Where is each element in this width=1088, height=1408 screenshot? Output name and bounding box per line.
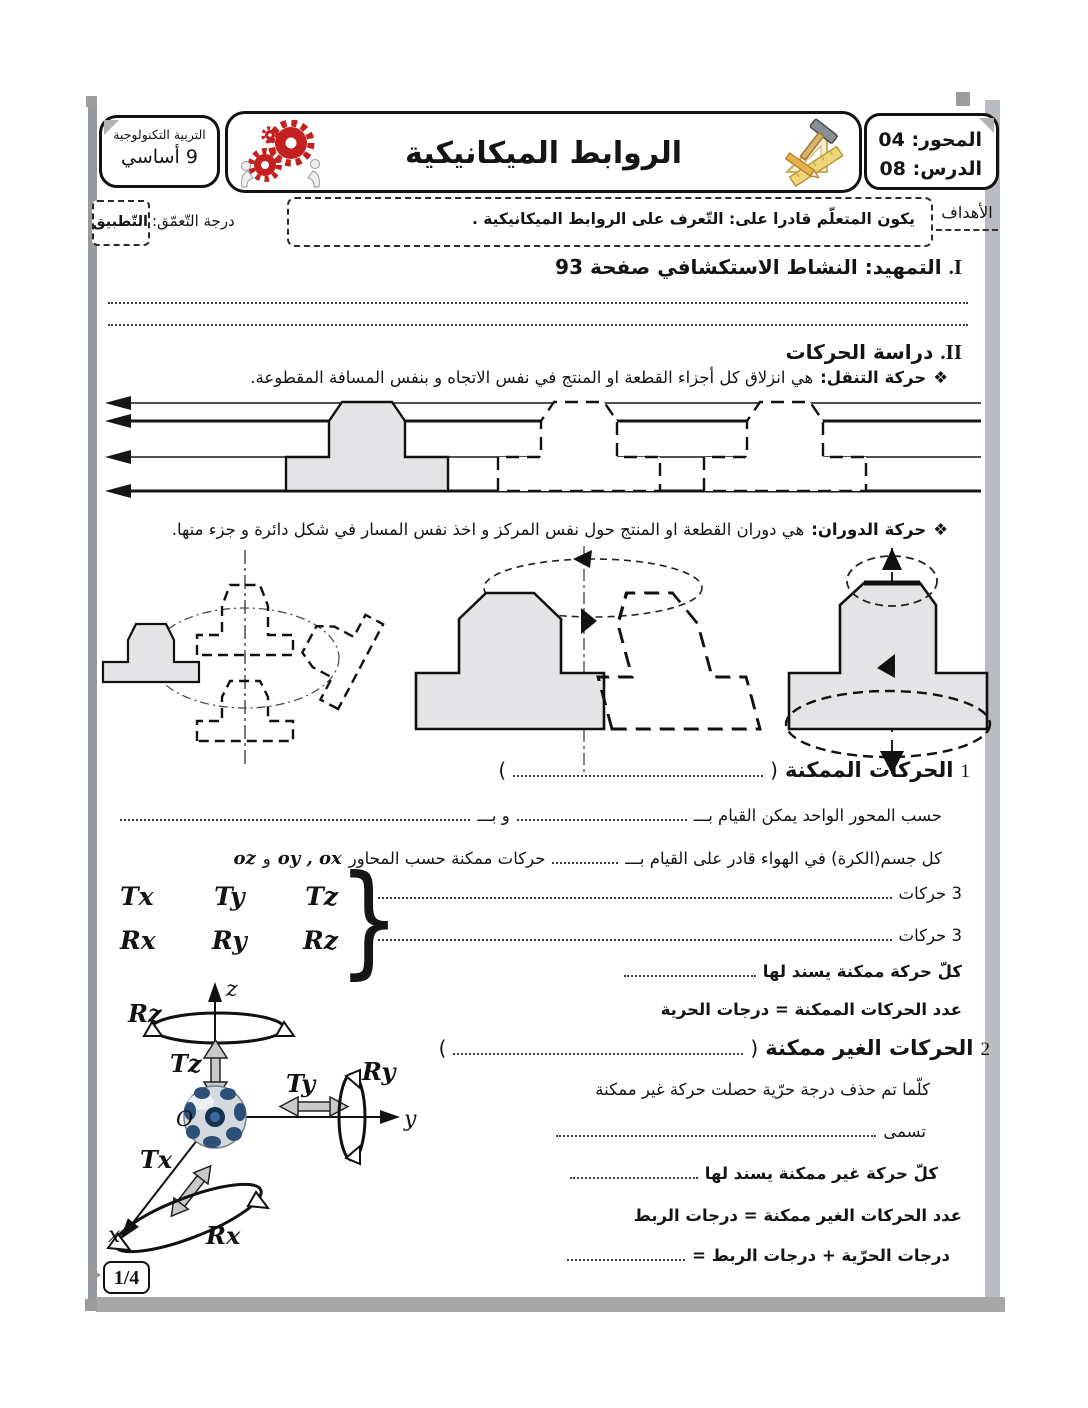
impossible-line-2 [556, 1122, 926, 1141]
translation-term: حركة التنقل: [820, 368, 927, 387]
assign-text: كلّ حركة ممكنة يسند لها [762, 962, 962, 981]
dashed-piece-1 [498, 402, 660, 491]
axes-ox-oy: oy , ox [277, 848, 342, 869]
label-tz: Tz [305, 882, 338, 911]
impossible-equation-line [634, 1206, 962, 1225]
paren-open: ( [750, 1036, 759, 1060]
solid-piece [789, 583, 987, 729]
scan-mark-topleft [86, 96, 97, 107]
header-subject-box [99, 115, 220, 188]
three-moves-line-2 [378, 926, 962, 945]
scan-edge-bottom [96, 1297, 1005, 1312]
line-text: كل جسم(الكرة) في الهواء قادر على القيام بـــ [625, 849, 942, 868]
y-axis-arrow [380, 1110, 400, 1124]
rotation-figure-axis-view [786, 548, 990, 774]
objectives-label: الأهداف [936, 203, 998, 231]
curly-brace: } [338, 849, 401, 991]
ry-label: Ry [362, 1057, 396, 1086]
impossible-assign-line [570, 1164, 938, 1183]
line-text: تسمى [883, 1122, 926, 1141]
impossible-line-1 [595, 1080, 930, 1099]
footer-marker-icon [88, 1266, 101, 1284]
depth-value-box [92, 200, 150, 246]
fold-corner-icon [979, 118, 994, 133]
page-number-badge: 1/4 [103, 1261, 150, 1294]
ry-loop-arrow [346, 1070, 360, 1088]
paren-close: ) [438, 1036, 447, 1060]
rotation-arrow [581, 608, 597, 634]
equation-text: عدد الحركات الغير ممكنة = درجات الربط [633, 1206, 962, 1225]
ty-label: Ty [286, 1069, 316, 1098]
rz-label: Rz [128, 999, 162, 1028]
solid-piece [103, 624, 199, 682]
tx-label: Tx [140, 1145, 173, 1174]
rotations-row [120, 926, 338, 955]
impossible-movements-heading [439, 1036, 990, 1061]
blank-fill [453, 1040, 743, 1055]
moves-count: 3 حركات [898, 926, 962, 945]
answer-line [108, 302, 968, 304]
blank-fill [120, 806, 470, 821]
label-rz: Rz [303, 926, 338, 955]
possible-equation-line [661, 1000, 962, 1019]
assign-text: كلّ حركة غير ممكنة يسند لها [704, 1164, 938, 1183]
origin-label: O [176, 1107, 194, 1131]
blank-fill [567, 1246, 685, 1261]
origin-ball [184, 1086, 246, 1148]
tools-icon [779, 118, 853, 190]
blank-fill [513, 762, 763, 777]
axis-movements-line [120, 806, 942, 825]
lesson-title: الروابط الميكانيكية [405, 136, 682, 171]
equation-text: درجات الحرّية + درجات الربط = [692, 1246, 950, 1265]
tz-label: Tz [170, 1049, 202, 1078]
rotation-figure-top-view [103, 550, 383, 764]
scan-mark-topright [956, 92, 970, 106]
blank-fill [378, 884, 892, 899]
depth-label: درجة التّعمّق: [152, 212, 235, 230]
arrow-heads [105, 396, 131, 498]
blank-fill [517, 806, 687, 821]
subject-label: التربية التكنولوجية [113, 127, 206, 142]
objective-text: يكون المتعلّم قادرا على: التّعرف على الروابط الميكانيكية . [471, 210, 915, 228]
paren-open: ( [770, 758, 778, 782]
answer-line [108, 324, 968, 326]
bullet-icon: ❖ [933, 368, 948, 387]
translation-definition [250, 368, 948, 387]
bullet-icon: ❖ [933, 520, 948, 539]
objectives-box [287, 197, 933, 247]
solid-piece [416, 593, 604, 729]
label-rx: Rx [120, 926, 156, 955]
section-2-heading [786, 340, 962, 365]
axis-number: المحور: 04 [878, 129, 982, 151]
grade-label: 9 أساسي [121, 146, 198, 168]
x-axis-label: x [108, 1223, 121, 1248]
rotation-diagram [95, 546, 1000, 778]
ry-loop-arrow [346, 1146, 360, 1164]
rz-rotation-loop [152, 1013, 284, 1043]
three-moves-line-1 [378, 884, 962, 903]
heading-number: 1 [960, 761, 970, 782]
line-text-2: حركات ممكنة حسب المحاور [348, 849, 546, 868]
heading-title: الحركات الغير ممكنة [765, 1036, 974, 1060]
rx-rotation-loop [108, 1171, 268, 1264]
rz-loop-arrow [276, 1022, 294, 1036]
dashed-piece-2 [704, 402, 866, 491]
line-text: حسب المحور الواحد يمكن القيام بـــ [693, 806, 942, 825]
scan-mark-bottomleft [85, 1299, 97, 1311]
blank-fill [378, 926, 892, 941]
label-ry: Ry [211, 926, 247, 955]
rx-label: Rx [206, 1221, 241, 1250]
blank-fill [556, 1122, 876, 1137]
line-and: و بـــ [477, 806, 510, 825]
translations-row [120, 882, 338, 911]
blank-fill [552, 849, 618, 864]
translation-diagram [97, 392, 997, 516]
z-axis-arrow [208, 982, 222, 1002]
axis-oz: oz [233, 848, 256, 869]
lesson-number: الدرس: 08 [879, 157, 982, 180]
figure-right-body [308, 171, 319, 187]
section-2-numeral: II. [940, 340, 962, 364]
translation-def-text: هي انزلاق كل أجزاء القطعة او المنتج في نفس الاتجاه و بنفس المسافة المقطوعة. [250, 368, 814, 387]
possible-movements-heading [498, 758, 970, 783]
section-1-heading [555, 255, 962, 280]
rotation-term: حركة الدوران: [811, 520, 927, 539]
rotation-arrow [882, 548, 902, 570]
rotation-arrow [573, 550, 592, 568]
rx-loop-arrow [248, 1192, 268, 1208]
label-tx: Tx [120, 882, 154, 911]
section-2-title: دراسة الحركات [785, 340, 934, 364]
heading-number: 2 [980, 1039, 990, 1060]
rotation-def-text: هي دوران القطعة او المنتج حول نفس المركز و اخذ نفس المسار في شكل دائرة و جزء منها. [171, 520, 805, 539]
axes-diagram [88, 966, 418, 1286]
z-axis-label: z [226, 977, 238, 1002]
blank-fill [570, 1164, 698, 1179]
label-ty: Ty [214, 882, 245, 911]
heading-title: الحركات الممكنة [784, 758, 954, 782]
header-lesson-box [864, 113, 999, 190]
rotation-definition [172, 520, 948, 539]
dashed-piece-right [287, 597, 383, 709]
blank-fill [624, 962, 756, 977]
conjunction: و [262, 849, 271, 868]
moves-count: 3 حركات [898, 884, 962, 903]
section-1-numeral: I. [948, 255, 962, 279]
fold-corner-icon [104, 120, 119, 135]
solid-piece [286, 402, 448, 491]
header-title-box [225, 111, 862, 193]
possible-assign-line [624, 962, 962, 981]
line-text: كلّما تم حذف درجة حرّية حصلت حركة غير ممكنة [595, 1080, 930, 1099]
equation-text: عدد الحركات الممكنة = درجات الحرية [660, 1000, 962, 1019]
paren-close: ) [498, 758, 507, 782]
section-1-title: التمهيد: النشاط الاستكشافي صفحة 93 [555, 255, 942, 279]
y-axis-label: y [404, 1107, 417, 1132]
rotation-figure-oblique [416, 546, 760, 774]
sum-equation-line [567, 1246, 950, 1265]
depth-value: التّطبيق [92, 214, 148, 230]
